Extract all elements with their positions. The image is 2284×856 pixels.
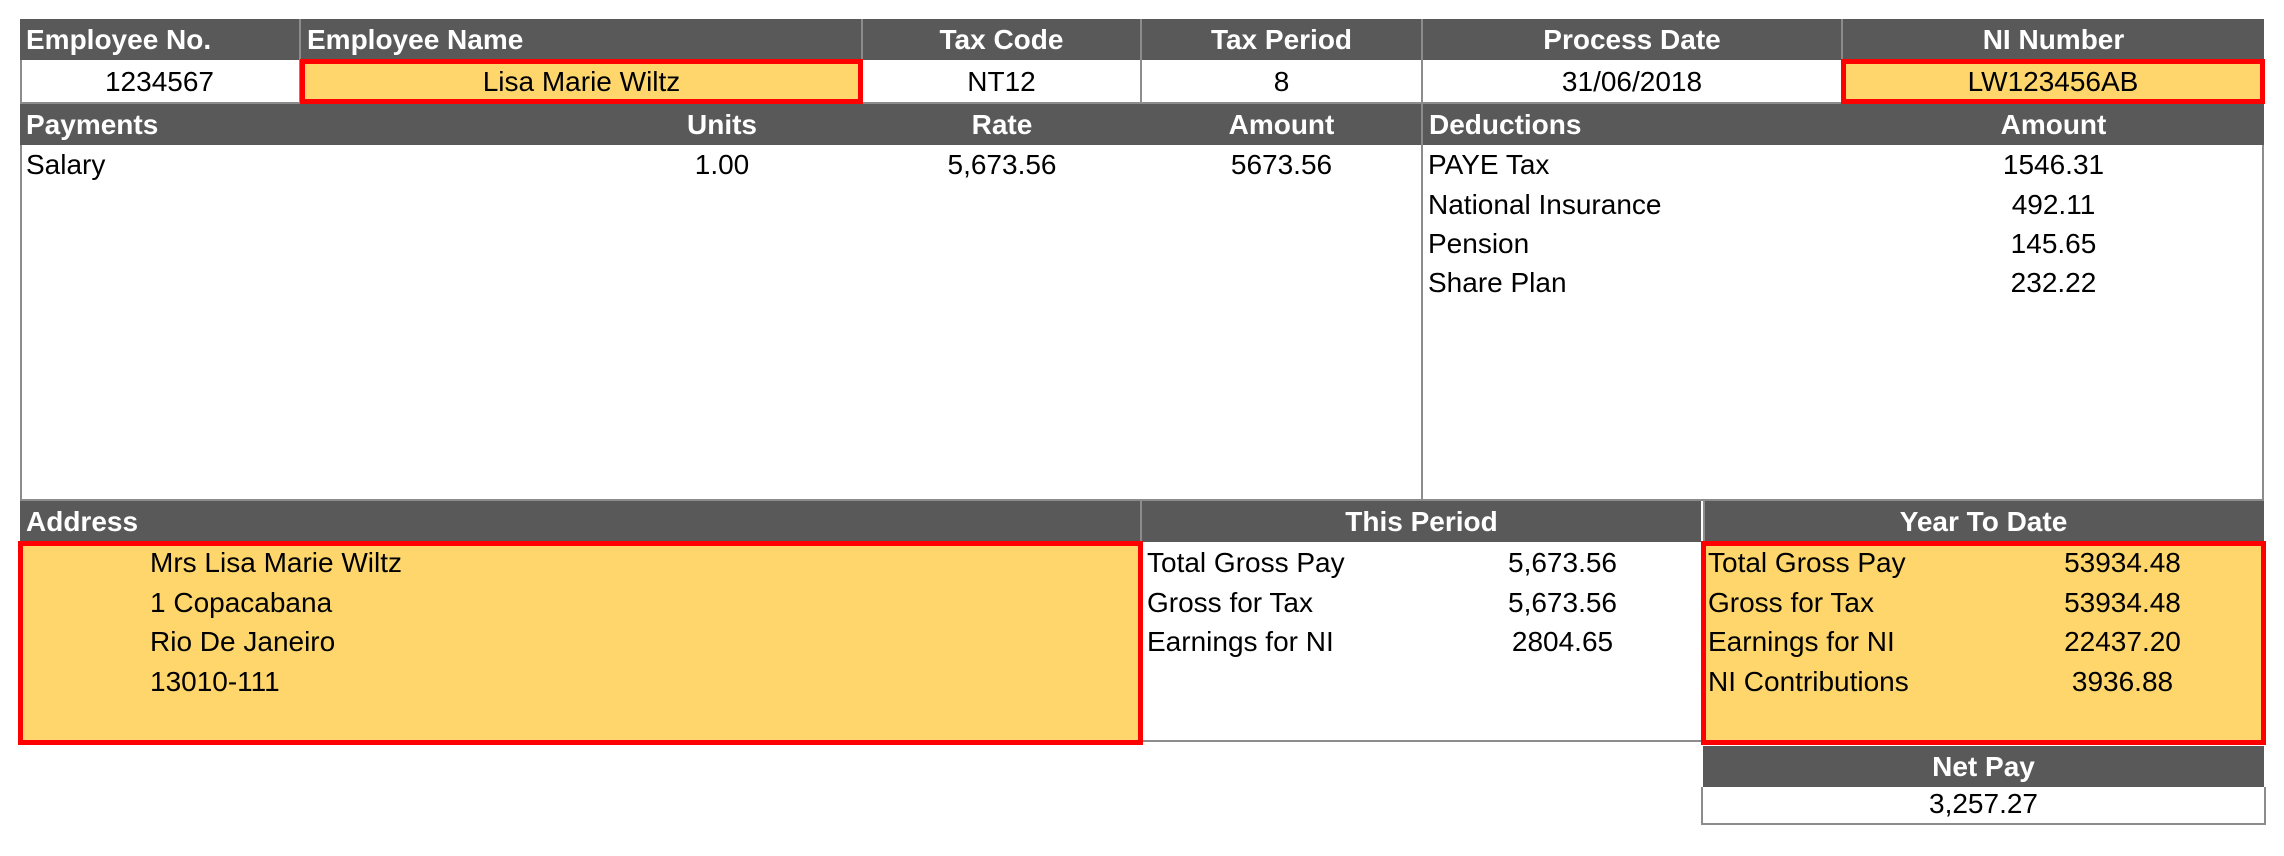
this-period-label: Gross for Tax	[1147, 587, 1313, 618]
deduction-name: National Insurance	[1428, 189, 1662, 220]
this-period-value: 5,673.56	[1508, 547, 1617, 578]
units-header: Units	[687, 109, 757, 140]
payment-name: Salary	[26, 149, 106, 180]
deduction-amount: 492.11	[2011, 189, 2096, 220]
payment-rate: 5,673.56	[947, 149, 1057, 180]
payment-amount: 5673.56	[1230, 149, 1333, 180]
this-period-header: This Period	[1142, 501, 1701, 542]
deduction-amount: 1546.31	[2002, 149, 2105, 180]
ytd-label: Total Gross Pay	[1708, 547, 1906, 578]
net-pay-value: 3,257.27	[1929, 788, 2038, 819]
address-line: 13010-111	[150, 666, 280, 697]
ytd-label: Gross for Tax	[1708, 587, 1874, 618]
ytd-value: 53934.48	[2064, 587, 2181, 618]
payment-amount-header: Amount	[1228, 109, 1335, 140]
ytd-label: Earnings for NI	[1708, 626, 1895, 657]
deduction-name: Share Plan	[1428, 267, 1567, 298]
employee-no-header: Employee No.	[20, 19, 299, 60]
this-period-value: 5,673.56	[1508, 587, 1617, 618]
net-pay-header: Net Pay	[1703, 746, 2264, 787]
employee-name-header: Employee Name	[301, 19, 861, 60]
year-to-date-header: Year To Date	[1703, 501, 2264, 542]
ni-number-header: NI Number	[1843, 19, 2264, 60]
payment-units: 1.00	[694, 149, 750, 180]
ytd-value: 3936.88	[2071, 666, 2174, 697]
employee-no-value: 1234567	[104, 66, 214, 97]
this-period-label: Earnings for NI	[1147, 626, 1334, 657]
process-date-header: Process Date	[1423, 19, 1841, 60]
address-line: Rio De Janeiro	[150, 626, 336, 657]
deduction-name: PAYE Tax	[1428, 149, 1550, 180]
deduction-name: Pension	[1428, 228, 1530, 259]
deduction-amount: 145.65	[2010, 228, 2097, 259]
tax-code-header: Tax Code	[863, 19, 1140, 60]
this-period-value: 2804.65	[1511, 626, 1614, 657]
tax-period-header: Tax Period	[1142, 19, 1421, 60]
deductions-header: Deductions	[1423, 104, 2264, 145]
ytd-value: 53934.48	[2064, 547, 2181, 578]
tax-period-value: 8	[1273, 66, 1290, 97]
this-period-label: Total Gross Pay	[1147, 547, 1345, 578]
employee-name-value: Lisa Marie Wiltz	[300, 59, 863, 104]
rate-header: Rate	[971, 109, 1033, 140]
address-header: Address	[20, 501, 1140, 542]
process-date-value: 31/06/2018	[1561, 66, 1703, 97]
ni-number-value: LW123456AB	[1841, 59, 2265, 104]
tax-code-value: NT12	[967, 66, 1036, 97]
payments-header: Payments	[20, 104, 1421, 145]
ytd-value: 22437.20	[2064, 626, 2181, 657]
ytd-label: NI Contributions	[1708, 666, 1909, 697]
deduction-amount-header: Amount	[2000, 109, 2107, 140]
deduction-amount: 232.22	[2010, 267, 2097, 298]
address-line: Mrs Lisa Marie Wiltz	[150, 547, 403, 578]
address-line: 1 Copacabana	[150, 587, 333, 618]
